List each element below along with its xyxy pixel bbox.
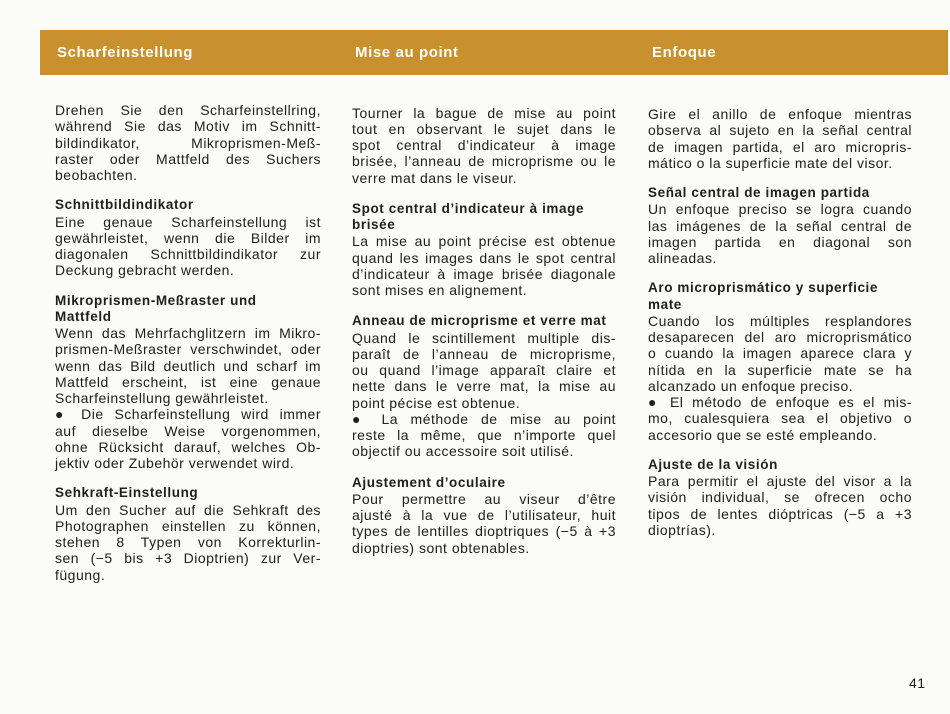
text-line: prismen-Meßraster verschwindet, oder (55, 341, 321, 358)
heading-line: Anneau de microprisme et verre mat (352, 313, 607, 329)
heading-line: Señal central de imagen partida (648, 185, 870, 200)
section (648, 457, 912, 538)
text-line: mo, cualesquiera sea el objetivo o (648, 410, 912, 427)
text-line: Um den Sucher auf die Sehkraft des (55, 501, 321, 518)
heading-line: Ajuste de la visión (648, 456, 778, 472)
german-column (55, 102, 321, 583)
header-band (40, 30, 948, 75)
heading-line: Spot central d’indicateur à image (352, 200, 585, 216)
heading-line: Mattfeld (55, 308, 112, 324)
bullet-paragraph (55, 406, 321, 471)
text-line: beobachten. (55, 167, 138, 183)
paragraph (352, 330, 616, 411)
text-line: sont mises en alignement. (352, 282, 528, 298)
text-line: ajusté à la vue de l’utilisateur, huit (352, 507, 616, 523)
text-line: dioptries) sont obtenables. (352, 539, 530, 556)
heading-line: Ajustement d’oculaire (352, 474, 506, 490)
text-line: verre mat dans le viseur. (352, 169, 518, 186)
heading-line: Sehkraft-Einstellung (55, 485, 199, 501)
section-heading (648, 280, 912, 313)
intro-paragraph (648, 106, 912, 171)
french-column (352, 105, 616, 556)
section-heading (352, 475, 616, 491)
section (55, 485, 321, 583)
text-line: objectif ou accessoire soit utilisé. (352, 443, 574, 460)
section (352, 313, 616, 459)
text-line: La mise au point précise est obtenue (352, 233, 616, 250)
text-line: ou quand l’image apparaît claire et (352, 362, 616, 378)
paragraph (352, 491, 616, 556)
text-line: dioptrías). (648, 521, 716, 538)
text-line: jektiv oder Zubehör verwendet wird. (55, 455, 295, 471)
text-line: spot central d’indicateur à image (352, 137, 616, 153)
text-line: gewährleistet, wenn die Bilder im (55, 229, 321, 246)
text-line: nítida en la superficie mate se ha (648, 361, 912, 378)
text-line: de imagen partida, el aro micropris- (648, 138, 912, 155)
paragraph (648, 473, 912, 538)
text-line: raster oder Mattfeld des Suchers (55, 150, 321, 167)
text-line: ● La méthode de mise au point (352, 410, 616, 427)
text-line: sen (−5 bis +3 Dioptrien) zur Ver- (55, 550, 321, 567)
text-line: point pécise est obtenue. (352, 394, 521, 411)
text-line: Para permitir el ajuste del visor a la (648, 473, 912, 489)
section (55, 293, 321, 472)
bullet-paragraph (648, 394, 912, 443)
text-line: während Sie das Motiv im Schnitt- (55, 118, 321, 135)
text-line: imagen partida en diagonal son (648, 233, 912, 250)
text-line: ● Die Scharfeinstellung wird immer (55, 406, 321, 423)
paragraph (352, 233, 616, 298)
section-heading (352, 201, 616, 234)
page-number: 41 (909, 675, 926, 691)
section (55, 197, 321, 278)
heading-line: brisée (352, 217, 396, 232)
paragraph (55, 325, 321, 406)
text-line: alineadas. (648, 250, 717, 266)
section-heading (55, 293, 321, 326)
text-line: Quand le scintillement multiple dis- (352, 329, 616, 346)
text-line: ohne Rücksicht darauf, welches Ob- (55, 438, 321, 455)
text-line: Gire el anillo de enfoque mientras (648, 106, 912, 122)
section-title-spanish: Enfoque (652, 44, 717, 61)
text-line: accesorio que se esté empleando. (648, 426, 878, 443)
text-line: quand les images dans le spot central (352, 249, 616, 266)
heading-line: mate (648, 296, 682, 312)
text-line: Cuando los múltiples resplandores (648, 312, 912, 329)
text-line: las imágenes de la señal central de (648, 217, 912, 234)
text-line: desaparecen del aro microprismático (648, 329, 912, 345)
text-line: nette dans le verre mat, la mise au (352, 378, 616, 395)
section-title-german: Scharfeinstellung (57, 44, 194, 61)
text-line: diagonalen Schnittbildindikator zur (55, 246, 321, 262)
text-line: ● El método de enfoque es el mis- (648, 394, 912, 410)
section-heading (352, 313, 616, 329)
text-line: Wenn das Mehrfachglitzern im Mikro- (55, 325, 321, 341)
text-line: Un enfoque preciso se logra cuando (648, 201, 912, 218)
text-line: wenn das Bild deutlich und scharf im (55, 357, 321, 374)
section-heading (55, 485, 321, 501)
text-line: stehen 8 Typen von Korrekturlin- (55, 534, 321, 550)
section (648, 280, 912, 443)
section-title-french: Mise au point (355, 44, 459, 61)
text-line: Pour permettre au viseur d’être (352, 490, 616, 507)
text-line: fügung. (55, 566, 106, 583)
heading-line: Aro microprismático y superficie (648, 280, 879, 296)
section (352, 475, 616, 556)
text-line: auf dieselbe Weise vorgenommen, (55, 422, 321, 439)
heading-line: Schnittbildindikator (55, 197, 194, 213)
text-line: Scharfeinstellung gewährleistet. (55, 390, 269, 406)
intro-paragraph (352, 105, 616, 186)
text-line: Mattfeld erscheint, ist eine genaue (55, 373, 321, 390)
text-line: Deckung gebracht werden. (55, 262, 235, 279)
text-line: Eine genaue Scharfeinstellung ist (55, 213, 321, 230)
section (648, 185, 912, 266)
paragraph (55, 502, 321, 583)
text-line: tipos de lentes dióptricas (−5 a +3 (648, 505, 912, 522)
text-line: tout en observant le sujet dans le (352, 120, 616, 137)
text-line: Drehen Sie den Scharfeinstellring, (55, 102, 321, 118)
text-line: types de lentilles dioptriques (−5 à +3 (352, 523, 616, 540)
section-heading (648, 185, 912, 201)
text-line: d’indicateur à image brisée diagonale (352, 265, 616, 282)
text-line: visión individual, se ofrecen ocho (648, 489, 912, 506)
text-line: paraît de l’anneau de microprisme, (352, 345, 616, 362)
section-heading (648, 457, 912, 473)
text-line: mático o la superficie mate del visor. (648, 154, 893, 171)
paragraph (55, 214, 321, 279)
text-line: alcanzado un enfoque preciso. (648, 377, 854, 394)
text-line: bildindikator, Mikroprismen-Meß- (55, 134, 321, 151)
paragraph (648, 313, 912, 394)
intro-paragraph (55, 102, 321, 183)
text-line: Photographen einstellen zu können, (55, 517, 321, 534)
text-line: o cuando la imagen aparece clara y (648, 345, 912, 362)
section (352, 201, 616, 299)
text-line: Tourner la bague de mise au point (352, 104, 616, 121)
spanish-column (648, 106, 912, 538)
text-line: observa al sujeto en la señal central (648, 122, 912, 139)
bullet-paragraph (352, 411, 616, 460)
text-line: brisée, l’anneau de microprisme ou le (352, 153, 616, 170)
text-line: reste la même, que n’importe quel (352, 427, 616, 443)
heading-line: Mikroprismen-Meßraster und (55, 292, 257, 308)
section-heading (55, 197, 321, 213)
paragraph (648, 201, 912, 266)
